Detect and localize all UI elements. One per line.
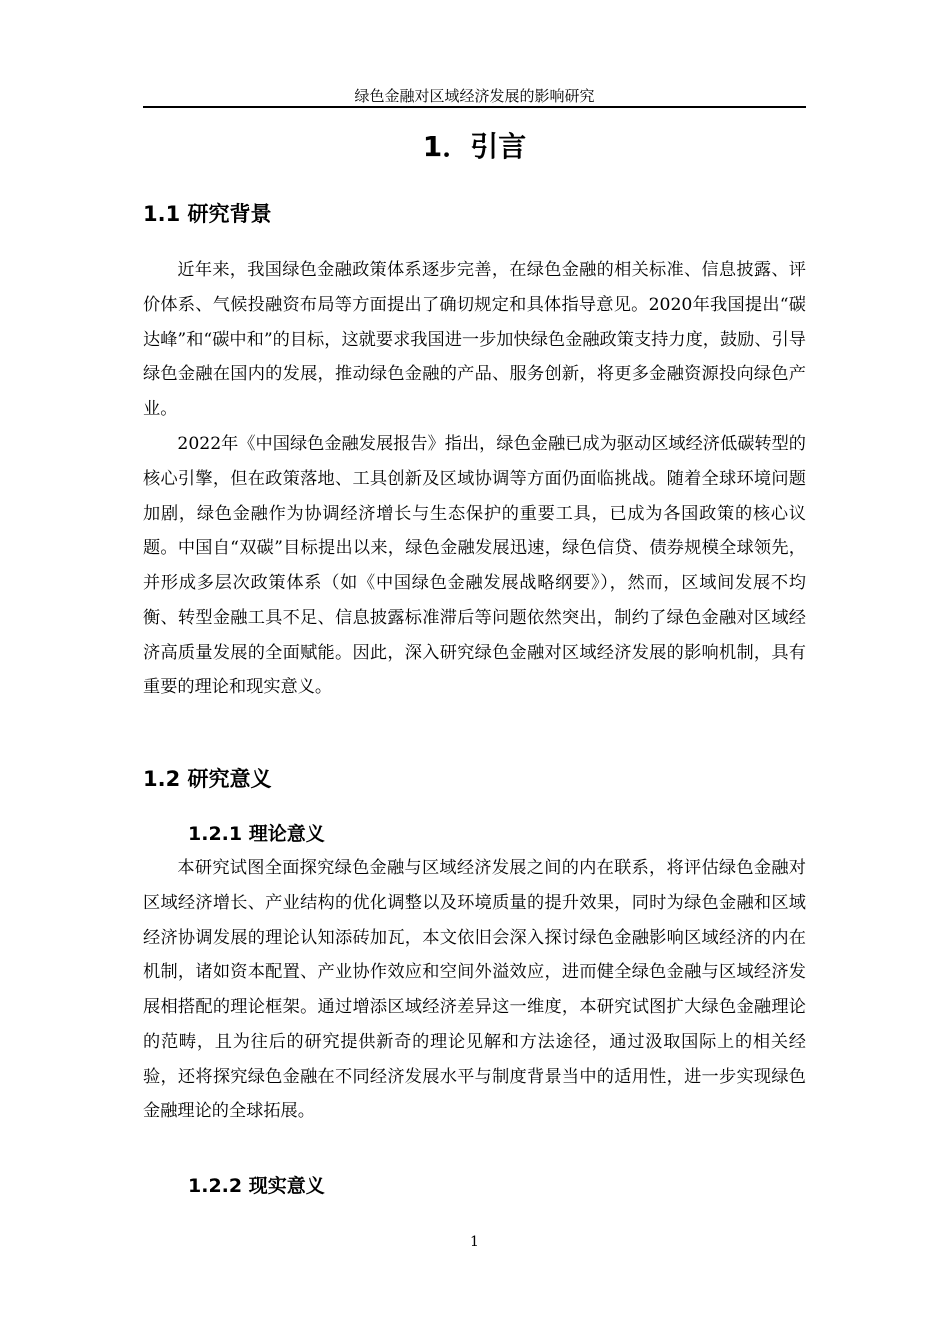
subsection-heading-1-2-1: 1.2.1 理论意义 <box>188 823 325 845</box>
paragraph-theoretical-significance: 本研究试图全面探究绿色金融与区域经济发展之间的内在联系，将评估绿色金融对区域经济增长、产业结构的优化调整以及环境质量的提升效果，同时为绿色金融和区域经济协调发展的理论认知添砖加瓦，本文依旧会深入探讨绿色金融影响区域经济的内在机制，诸如资本配置、产业协作效应和空间外溢效应，进而健全绿色金融与区域经济发展相搭配的理论框架。通过增添区域经济差异这一维度，本研究试图扩大绿色金融理论的范畴，且为往后的研究提供新奇的理论见解和方法途径，通过汲取国际上的相关经验，还将探究绿色金融在不同经济发展水平与制度背景当中的适用性，进一步实现绿色金融理论的全球拓展。 <box>143 858 806 1122</box>
paragraph-background-1: 近年来，我国绿色金融政策体系逐步完善，在绿色金融的相关标准、信息披露、评价体系、气候投融资布局等方面提出了确切规定和具体指导意见。2020年我国提出“碳达峰”和“碳中和”的目标，这就要求我国进一步加快绿色金融政策支持力度，鼓励、引导绿色金融在国内的发展，推动绿色金融的产品、服务创新，将更多金融资源投向绿色产业。 <box>143 260 806 419</box>
chapter-title: 1．引言 <box>422 130 527 163</box>
header-rule <box>143 106 806 108</box>
subsection-heading-1-2-2: 1.2.2 现实意义 <box>188 1175 325 1197</box>
running-header: 绿色金融对区域经济发展的影响研究 <box>354 87 595 105</box>
section-heading-1-1: 1.1 研究背景 <box>143 202 272 226</box>
paragraph-background-2: 2022年《中国绿色金融发展报告》指出，绿色金融已成为驱动区域经济低碳转型的核心引擎，但在政策落地、工具创新及区域协调等方面仍面临挑战。随着全球环境问题加剧，绿色金融作为协调经济增长与生态保护的重要工具，已成为各国政策的核心议题。中国自“双碳”目标提出以来，绿色金融发展迅速，绿色信贷、债券规模全球领先，并形成多层次政策体系（如《中国绿色金融发展战略纲要》），然而，区域间发展不均衡、转型金融工具不足、信息披露标准滞后等问题依然突出，制约了绿色金融对区域经济高质量发展的全面赋能。因此，深入研究绿色金融对区域经济发展的影响机制，具有重要的理论和现实意义。 <box>143 434 806 698</box>
section-heading-1-2: 1.2 研究意义 <box>143 767 272 791</box>
page-number: 1 <box>470 1234 479 1250</box>
